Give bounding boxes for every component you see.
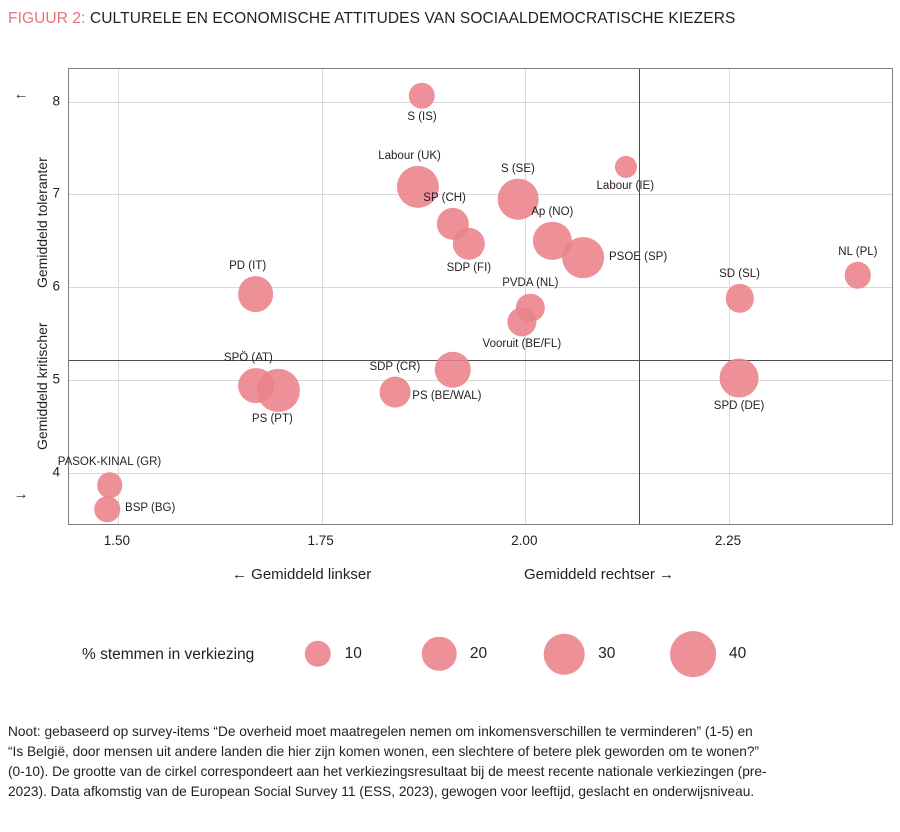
legend-label: 40 — [729, 645, 747, 662]
data-point-bubble[interactable] — [97, 472, 123, 498]
gridline-vertical — [322, 69, 323, 524]
legend-label: 20 — [469, 645, 488, 662]
footnote-line-2: “Is België, door mensen uit andere landen die hier zijn komen wonen, een slechtere of betere plek geworden om te wonen?” — [8, 744, 759, 760]
data-point-bubble[interactable] — [725, 284, 753, 312]
y-axis-bottom-label: Gemiddeld kritischer — [34, 322, 50, 450]
reference-line-vertical — [639, 69, 640, 524]
data-point-label: PASOK-KINAL (GR) — [57, 456, 162, 469]
legend-title: % stemmen in verkiezing — [82, 646, 255, 663]
data-point-label: SD (SL) — [719, 268, 761, 281]
figure-title-prefix: FIGUUR 2: — [8, 10, 86, 27]
x-axis-right-label: Gemiddeld rechtser → — [524, 566, 675, 583]
data-point-label: S (SE) — [500, 162, 535, 175]
data-point-bubble[interactable] — [380, 377, 411, 408]
x-axis-tick-label: 2.25 — [714, 533, 742, 548]
figure-footnote — [8, 722, 892, 803]
data-point-label: PS (PT) — [251, 413, 293, 426]
data-point-label: Labour (IE) — [596, 179, 655, 192]
y-axis-up-arrow: ↑ — [12, 92, 29, 100]
data-point-label: BSP (BG) — [125, 502, 176, 515]
legend-bubble — [670, 631, 716, 677]
gridline-horizontal — [69, 287, 892, 288]
data-point-label: SP (CH) — [423, 191, 466, 204]
y-axis-tick-label: 7 — [52, 185, 60, 201]
x-axis-tick-label: 1.50 — [103, 533, 131, 548]
data-point-bubble[interactable] — [614, 155, 636, 177]
y-axis-tick-label: 8 — [52, 93, 60, 108]
y-axis-tick-label: 5 — [52, 371, 60, 387]
x-axis-tick-label: 1.75 — [307, 533, 334, 548]
footnote-line-4: 2023). Data afkomstig van de European Social Survey 11 (ESS, 2023), gewogen voor leeftijd, geslacht en onderwijsniveau. — [8, 784, 755, 800]
data-point-bubble[interactable] — [719, 359, 758, 398]
data-point-label: SDP (CR) — [369, 360, 421, 373]
y-axis-top-label: Gemiddeld toleranter — [34, 157, 50, 288]
data-point-bubble[interactable] — [845, 262, 871, 288]
legend-bubble — [544, 634, 585, 675]
data-point-label: NL (PL) — [838, 245, 878, 258]
data-point-label: SPD (DE) — [713, 399, 765, 412]
data-point-label: Ap (NO) — [531, 205, 574, 218]
gridline-horizontal — [69, 194, 892, 195]
data-point-bubble[interactable] — [562, 237, 604, 279]
figure-title — [8, 10, 735, 28]
data-point-bubble[interactable] — [257, 369, 299, 411]
gridline-horizontal — [69, 380, 892, 381]
legend-bubble — [422, 637, 456, 671]
data-point-bubble[interactable] — [435, 352, 471, 388]
size-legend — [68, 620, 893, 690]
data-point-label: PSOE (SP) — [609, 250, 668, 263]
data-point-label: S (IS) — [407, 111, 437, 124]
footnote-line-1: Noot: gebaseerd op survey-items “De overheid moet maatregelen nemen om inkomensverschillen te verminderen” (1-5) en — [8, 724, 753, 739]
data-point-label: Labour (UK) — [378, 149, 441, 162]
y-axis-tick-label: 6 — [52, 278, 60, 294]
data-point-bubble[interactable] — [453, 227, 485, 259]
y-axis-down-arrow: ↓ — [12, 492, 29, 500]
data-point-label: PVDA (NL) — [502, 277, 559, 290]
x-axis-tick-label: 2.00 — [511, 533, 538, 548]
data-point-label: Vooruit (BE/FL) — [482, 338, 562, 351]
legend-bubble — [305, 641, 331, 667]
data-point-label: PS (BE/WAL) — [412, 390, 482, 403]
figure-title-text: CULTURELE EN ECONOMISCHE ATTITUDES VAN SOCIAALDEMOCRATISCHE KIEZERS — [89, 10, 736, 27]
gridline-horizontal — [69, 102, 892, 103]
y-axis-tick-label: 4 — [52, 464, 60, 480]
legend-label: 10 — [344, 645, 362, 662]
data-point-label: SPÖ (AT) — [223, 351, 273, 364]
scatter-plot — [57, 68, 893, 525]
reference-line-horizontal — [69, 360, 892, 361]
data-point-label: SDP (FI) — [446, 261, 492, 274]
data-point-label: PD (IT) — [229, 259, 267, 272]
x-axis-left-label: ← Gemiddeld linkser — [232, 566, 372, 583]
gridline-horizontal — [69, 473, 892, 474]
data-point-bubble[interactable] — [238, 276, 274, 312]
data-point-bubble[interactable] — [95, 496, 121, 522]
data-point-bubble[interactable] — [507, 307, 536, 336]
legend-label: 30 — [598, 645, 616, 662]
data-point-bubble[interactable] — [409, 83, 435, 109]
footnote-line-3: (0-10). De grootte van de cirkel correspondeert aan het verkiezingsresultaat bij de meest recente nationale verkiezingen (pre- — [8, 764, 767, 780]
